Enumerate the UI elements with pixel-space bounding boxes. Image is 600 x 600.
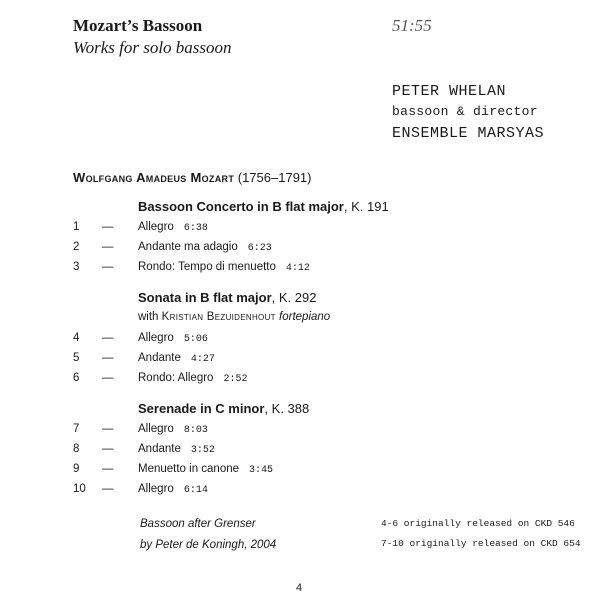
track-number: 3 [73,261,80,273]
track-time: 2:52 [223,374,248,385]
track-name: Allegro [138,221,174,233]
album-title: Mozart’s Bassoon [73,16,203,35]
track-name: Andante [138,443,181,455]
track-row [0,423,600,441]
track-row [0,463,600,481]
track-row [0,221,600,239]
work-title [138,199,389,214]
featured-artist-line [138,311,330,323]
track-number: 8 [73,443,80,455]
track-dash: — [102,423,114,435]
featured-instrument: fortepiano [279,311,331,323]
featured-artist-name: Kristian Bezuidenhout [161,311,276,323]
work-title [138,290,316,305]
track-dash: — [102,352,114,364]
work-catalog: , K. 191 [343,199,389,214]
work-name: Serenade in C minor [138,401,265,416]
track-number: 9 [73,463,80,475]
track-time: 6:38 [183,223,208,234]
release-note-line1: 4-6 originally released on CKD 546 [381,518,575,529]
track-name: Andante ma adagio [138,241,238,253]
track-number: 2 [73,241,80,253]
track-name: Andante [138,352,181,364]
track-time: 6:23 [247,243,272,254]
track-dash: — [102,332,114,344]
track-time: 6:14 [183,485,208,496]
track-time: 3:52 [190,445,215,456]
track-name: Allegro [138,483,174,495]
track-number: 10 [73,483,86,495]
track-row [0,332,600,350]
track-number: 1 [73,221,80,233]
composer-name: Wolfgang Amadeus Mozart [73,170,235,185]
track-name: Allegro [138,332,174,344]
track-time: 4:27 [190,354,215,365]
track-row [0,483,600,501]
track-number: 7 [73,423,80,435]
performer-name: PETER WHELAN [392,83,507,100]
release-note-line2: 7-10 originally released on CKD 654 [381,538,581,549]
ensemble-name: ENSEMBLE MARSYAS [392,125,545,142]
track-time: 3:45 [249,465,274,476]
track-dash: — [102,463,114,475]
work-catalog: , K. 388 [264,401,310,416]
with-prefix: with [138,311,159,323]
track-dash: — [102,221,114,233]
track-number: 4 [73,332,80,344]
instrument-note-line2: by Peter de Koningh, 2004 [140,539,277,551]
work-catalog: , K. 292 [271,290,317,305]
track-dash: — [102,241,114,253]
composer-line [73,170,311,185]
track-row [0,352,600,370]
track-row [0,372,600,390]
track-time: 8:03 [183,425,208,436]
track-dash: — [102,261,114,273]
performer-role: bassoon & director [392,104,538,119]
track-name: Menuetto in canone [138,463,240,475]
work-name: Bassoon Concerto in B flat major [138,199,344,214]
track-name: Allegro [138,423,174,435]
composer-dates: (1756–1791) [237,170,312,185]
track-dash: — [102,483,114,495]
track-row [0,241,600,259]
track-name: Rondo: Allegro [138,372,214,384]
track-number: 5 [73,352,80,364]
work-name: Sonata in B flat major [138,290,272,305]
track-row [0,443,600,461]
album-subtitle: Works for solo bassoon [73,38,232,57]
track-number: 6 [73,372,80,384]
track-row [0,261,600,279]
track-dash: — [102,443,114,455]
page-number: 4 [296,582,303,594]
track-name: Rondo: Tempo di menuetto [138,261,276,273]
track-time: 4:12 [285,263,310,274]
track-dash: — [102,372,114,384]
track-time: 5:06 [183,334,208,345]
work-title [138,401,309,416]
instrument-note-line1: Bassoon after Grenser [140,518,256,530]
total-duration: 51:55 [392,16,432,35]
